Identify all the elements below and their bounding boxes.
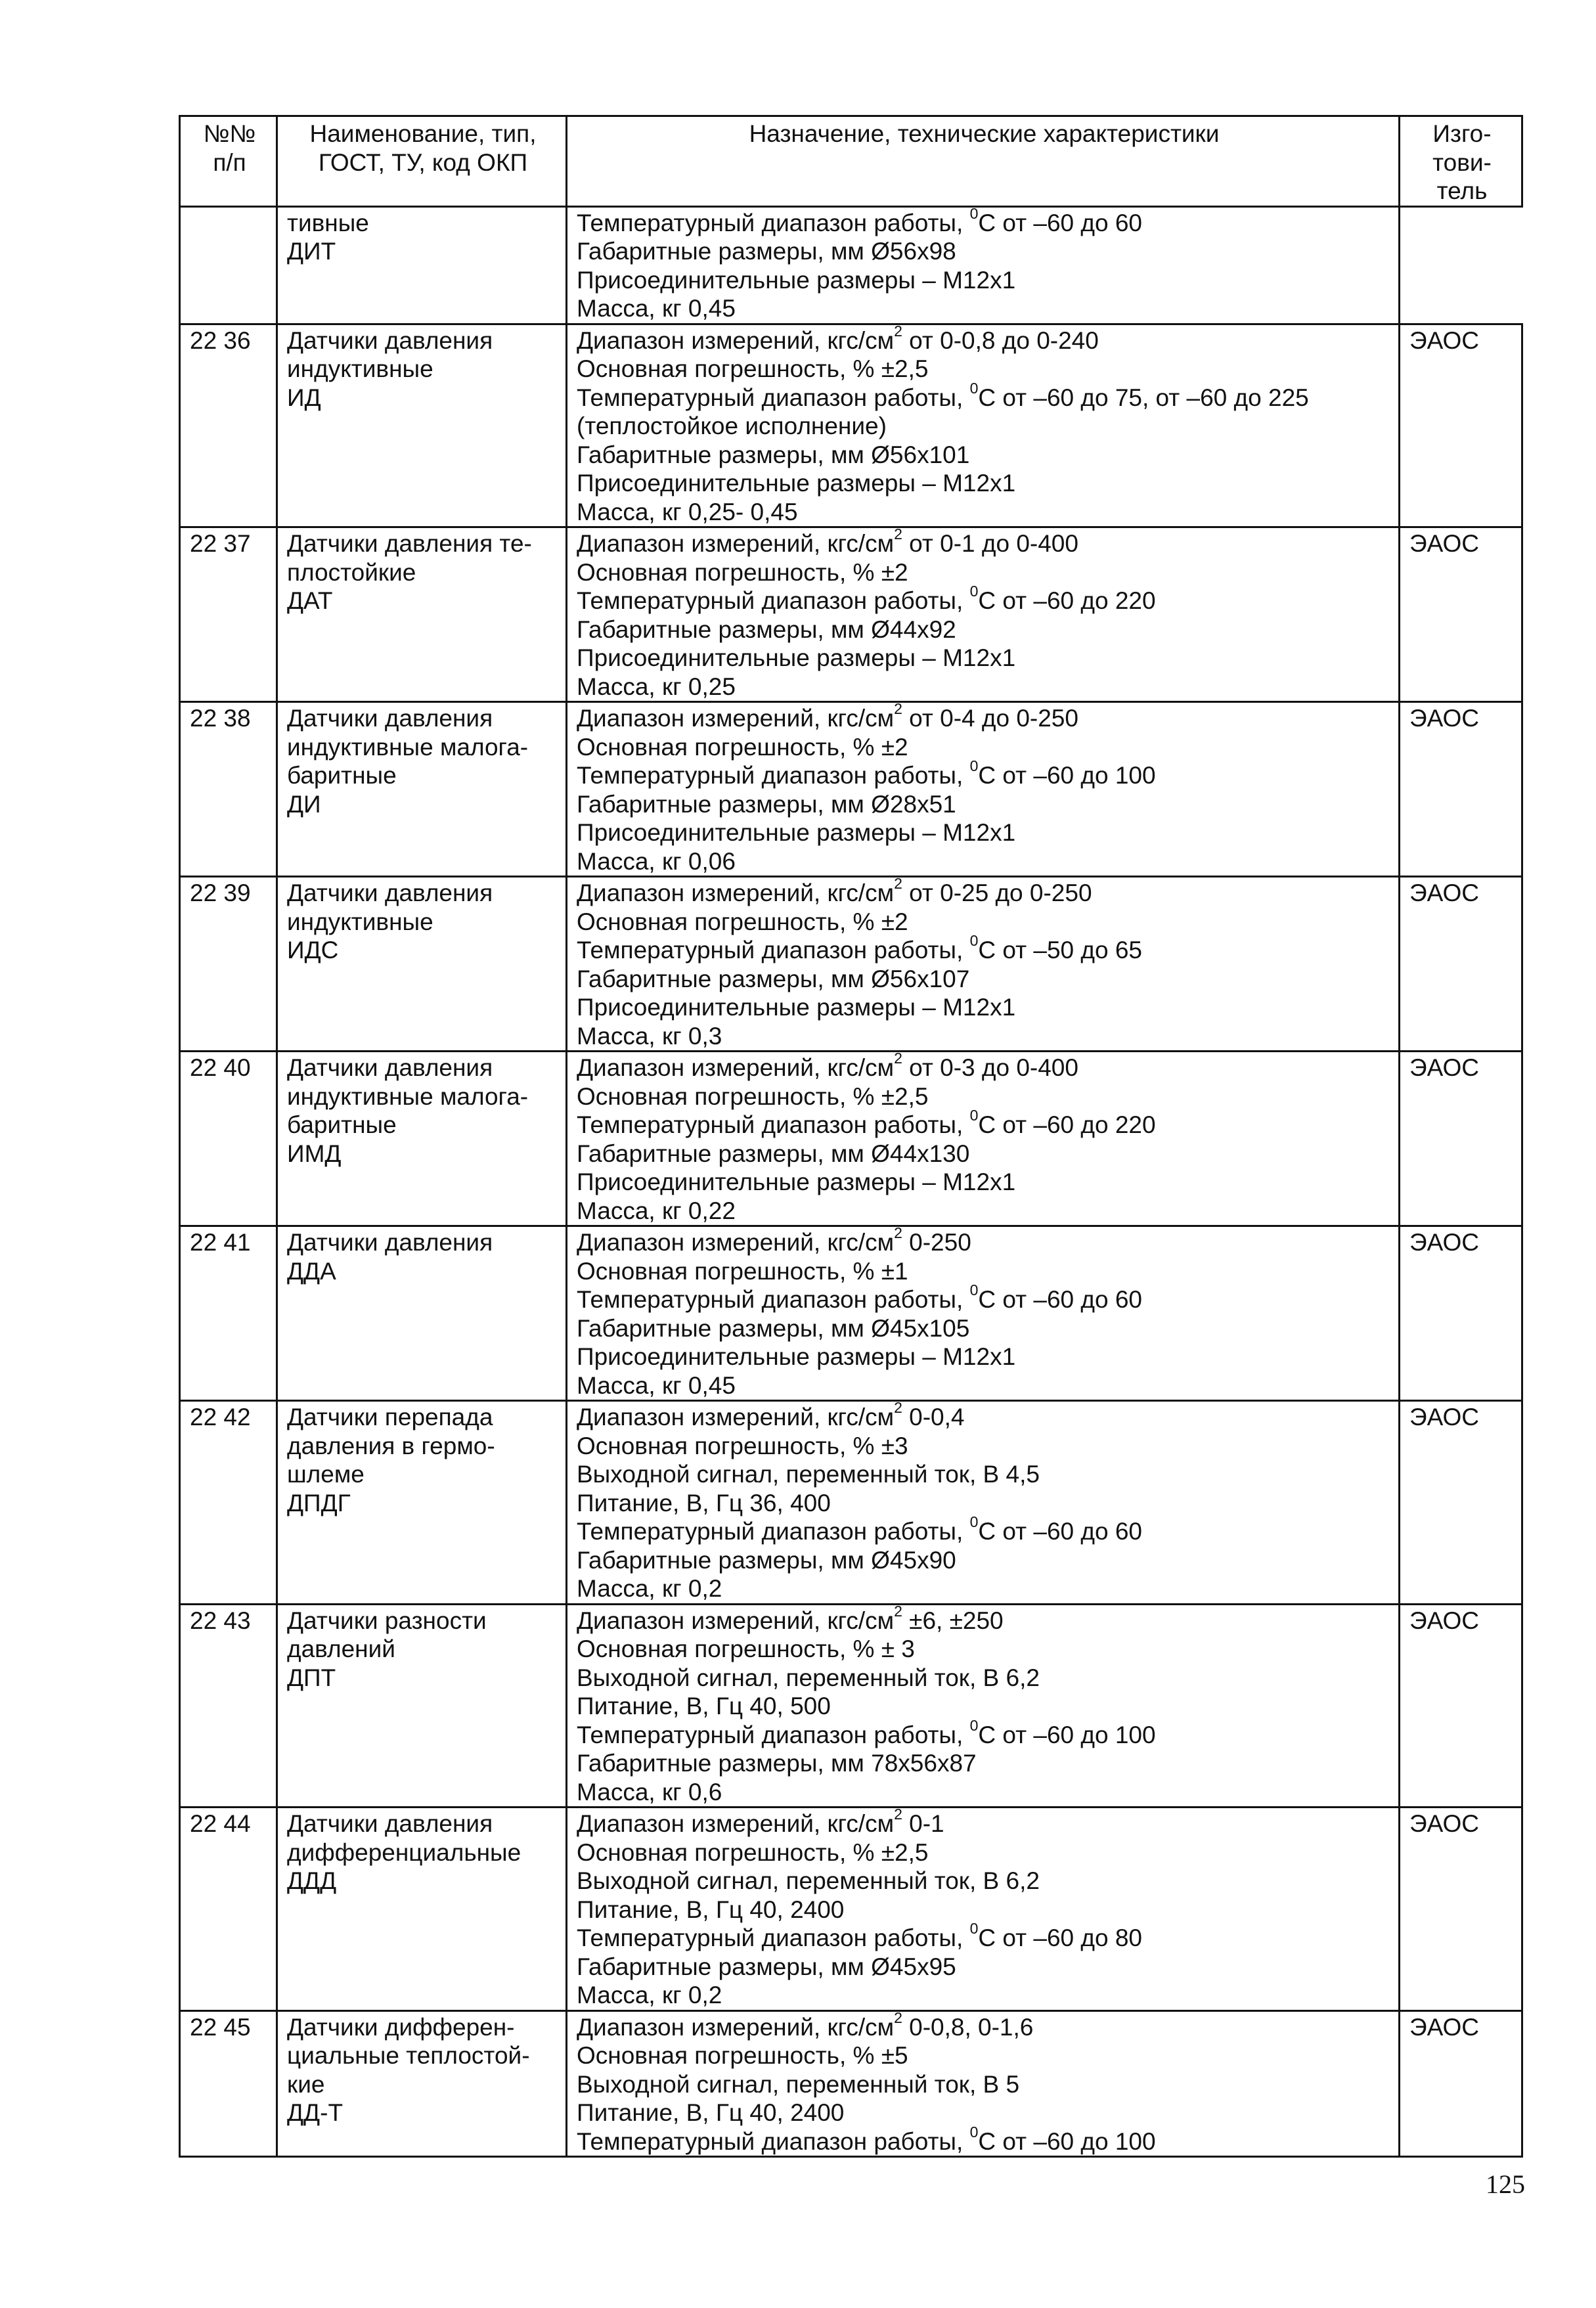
spec-text: Диапазон измерений, кгс/см	[577, 530, 895, 557]
spec-text: Основная погрешность, % ± 3	[577, 1635, 915, 1662]
spec-text: Основная погрешность, % ±2,5	[577, 1082, 929, 1110]
spec-line	[577, 1399, 1392, 1432]
name-line: ИДС	[287, 937, 339, 964]
spec-line	[577, 204, 1392, 238]
name-line: Датчики разности	[287, 1607, 487, 1634]
spec-text: Габаритные размеры, мм Ø28x51	[577, 790, 956, 818]
spec-text: Диапазон измерений, кгс/см	[577, 1404, 895, 1431]
name-line: ДДА	[287, 1257, 336, 1285]
table-row	[180, 1052, 1522, 1226]
name-line: плостойкие	[287, 558, 416, 586]
spec-text: Основная погрешность, % ±2	[577, 908, 908, 935]
name-line: Датчики давления	[287, 1810, 493, 1837]
name-line: индуктивные	[287, 355, 433, 382]
spec-line	[577, 469, 1392, 498]
header-maker: Изго- тови- тель	[1400, 116, 1522, 207]
spec-text: Основная погрешность, % ±5	[577, 2042, 908, 2069]
spec-text: Габаритные размеры, мм Ø56x107	[577, 965, 970, 992]
spec-text: Основная погрешность, % ±1	[577, 1257, 908, 1285]
row-spec	[567, 2010, 1400, 2157]
superscript: 2	[894, 2008, 902, 2026]
name-line: индуктивные малога-	[287, 1082, 529, 1110]
spec-text: Диапазон измерений, кгс/см	[577, 2013, 895, 2041]
spec-text: Диапазон измерений, кгс/см	[577, 1229, 895, 1256]
spec-line	[577, 1314, 1392, 1343]
header-number: №№ п/п	[180, 116, 277, 207]
row-maker: ЭАОС	[1400, 1052, 1522, 1226]
spec-text: Масса, кг 0,06	[577, 847, 736, 875]
spec-line	[577, 1281, 1392, 1314]
spec-text: Выходной сигнал, переменный ток, В 6,2	[577, 1867, 1040, 1894]
superscript: 0	[969, 932, 979, 949]
spec-text: Температурный диапазон работы,	[577, 1721, 970, 1748]
spec-line	[577, 1460, 1392, 1489]
spec-text: Присоединительные размеры – М12х1	[577, 470, 1016, 497]
spec-text: Питание, В, Гц 40, 2400	[577, 1896, 845, 1923]
row-name	[277, 1604, 567, 1808]
spec-line	[577, 875, 1392, 908]
spec-text: (теплостойкое исполнение)	[577, 412, 887, 439]
spec-line	[577, 1716, 1392, 1750]
spec-line	[577, 1574, 1392, 1603]
spec-text: Питание, В, Гц 40, 500	[577, 1693, 831, 1720]
superscript: 2	[894, 875, 902, 892]
name-line: Датчики давления	[287, 1229, 493, 1256]
name-line: шлеме	[287, 1461, 365, 1488]
spec-line	[577, 1489, 1392, 1518]
spec-text: Диапазон измерений, кгс/см	[577, 705, 895, 732]
spec-text: Температурный диапазон работы,	[577, 937, 970, 964]
spec-text: Присоединительные размеры – М12х1	[577, 1168, 1016, 1195]
spec-text: от 0-1 до 0-400	[902, 530, 1078, 557]
superscript: 2	[894, 1806, 902, 1823]
row-number: 22 41	[180, 1226, 277, 1401]
spec-text: С от –60 до 60	[978, 209, 1142, 236]
table-row	[180, 1226, 1522, 1401]
table-body	[180, 206, 1522, 2157]
spec-text: 0-250	[902, 1229, 971, 1256]
spec-line	[577, 1664, 1392, 1693]
spec-line	[577, 294, 1392, 323]
spec-line	[577, 1513, 1392, 1546]
name-line: ДДД	[287, 1867, 337, 1894]
spec-text: Диапазон измерений, кгс/см	[577, 1054, 895, 1081]
row-spec	[567, 1226, 1400, 1401]
spec-text: 0-0,8, 0-1,6	[902, 2013, 1034, 2041]
spec-line	[577, 1140, 1392, 1168]
superscript: 2	[894, 1399, 902, 1416]
spec-line	[577, 1749, 1392, 1778]
spec-line	[577, 2008, 1392, 2042]
spec-line	[577, 1635, 1392, 1664]
table-row	[180, 1808, 1522, 2011]
spec-line	[577, 1692, 1392, 1721]
row-number: 22 43	[180, 1604, 277, 1808]
spec-text: С от –60 до 60	[978, 1286, 1142, 1313]
spec-text: Масса, кг 0,6	[577, 1778, 722, 1806]
row-maker: ЭАОС	[1400, 527, 1522, 702]
row-maker: ЭАОС	[1400, 1401, 1522, 1605]
spec-text: С от –60 до 220	[978, 1111, 1156, 1138]
spec-text: Основная погрешность, % ±3	[577, 1432, 908, 1459]
spec-text: от 0-0,8 до 0-240	[902, 326, 1099, 354]
name-line: ДД-Т	[287, 2099, 344, 2126]
spec-line	[577, 2041, 1392, 2070]
spec-line	[577, 2123, 1392, 2156]
spec-line	[577, 1806, 1392, 1838]
name-line: Датчики давления те-	[287, 530, 532, 557]
row-name	[277, 324, 567, 527]
spec-line	[577, 1224, 1392, 1257]
spec-text: 0-0,4	[902, 1404, 965, 1431]
name-line: давления в гермо-	[287, 1432, 495, 1459]
spec-text: Температурный диапазон работы,	[577, 1286, 970, 1313]
spec-text: Основная погрешность, % ±2,5	[577, 355, 929, 382]
superscript: 0	[969, 757, 979, 774]
spec-line	[577, 1981, 1392, 2010]
spec-text: С от –60 до 100	[978, 1721, 1156, 1748]
spec-text: Масса, кг 0,45	[577, 295, 736, 322]
spec-text: Температурный диапазон работы,	[577, 384, 970, 411]
name-line: баритные	[287, 1111, 397, 1138]
spec-text: С от –60 до 60	[978, 1518, 1142, 1545]
spec-text: Температурный диапазон работы,	[577, 2127, 970, 2155]
table-row	[180, 527, 1522, 702]
spec-line	[577, 355, 1392, 384]
superscript: 2	[894, 1602, 902, 1620]
spec-text: Питание, В, Гц 36, 400	[577, 1489, 831, 1517]
spec-text: Габаритные размеры, мм Ø45x105	[577, 1314, 970, 1342]
spec-text: С от –60 до 80	[978, 1924, 1142, 1951]
spec-line	[577, 965, 1392, 994]
name-line: ИМД	[287, 1140, 342, 1167]
spec-text: С от –60 до 220	[978, 587, 1156, 614]
spec-line	[577, 1953, 1392, 1982]
superscript: 0	[969, 1716, 979, 1734]
spec-text: Масса, кг 0,22	[577, 1197, 736, 1224]
table-row	[180, 1401, 1522, 1605]
spec-line	[577, 1343, 1392, 1371]
name-line: ДПДГ	[287, 1489, 351, 1517]
superscript: 0	[969, 1281, 979, 1298]
name-line: Датчики давления	[287, 879, 493, 906]
row-number	[180, 206, 277, 324]
spec-text: Диапазон измерений, кгс/см	[577, 1810, 895, 1837]
row-number: 22 39	[180, 877, 277, 1052]
name-line: Датчики перепада	[287, 1404, 493, 1431]
name-line: Датчики дифферен-	[287, 2013, 515, 2041]
row-number: 22 40	[180, 1052, 277, 1226]
row-spec	[567, 527, 1400, 702]
name-line: циальные теплостой-	[287, 2042, 530, 2069]
superscript: 0	[969, 583, 979, 600]
table-row-continued	[180, 206, 1522, 324]
spec-text: Температурный диапазон работы,	[577, 1518, 970, 1545]
row-name	[277, 527, 567, 702]
row-name	[277, 1401, 567, 1605]
spec-line	[577, 1082, 1392, 1111]
spec-line	[577, 1197, 1392, 1226]
row-name	[277, 2010, 567, 2157]
spec-text: Выходной сигнал, переменный ток, В 6,2	[577, 1664, 1040, 1691]
row-number: 22 38	[180, 702, 277, 877]
spec-text: Масса, кг 0,2	[577, 1575, 722, 1602]
spec-text: Масса, кг 0,25- 0,45	[577, 498, 798, 525]
name-line: ДАТ	[287, 587, 333, 614]
row-maker: ЭАОС	[1400, 324, 1522, 527]
spec-text: Присоединительные размеры – М12х1	[577, 994, 1016, 1021]
spec-line	[577, 1867, 1392, 1896]
spec-text: Температурный диапазон работы,	[577, 1111, 970, 1138]
row-name	[277, 1052, 567, 1226]
row-spec	[567, 324, 1400, 527]
superscript: 2	[894, 700, 902, 717]
name-line: Датчики давления	[287, 1054, 493, 1081]
name-line: ДПТ	[287, 1664, 336, 1691]
spec-text: Присоединительные размеры – М12х1	[577, 1343, 1016, 1370]
superscript: 0	[969, 379, 979, 397]
row-maker: ЭАОС	[1400, 877, 1522, 1052]
spec-text: 0-1	[902, 1810, 944, 1837]
row-spec	[567, 1808, 1400, 2011]
row-name	[277, 702, 567, 877]
spec-text: С от –60 до 75, от –60 до 225	[978, 384, 1309, 411]
spec-text: Габаритные размеры, мм Ø56x98	[577, 238, 956, 265]
spec-line	[577, 525, 1392, 558]
spec-text: Диапазон измерений, кгс/см	[577, 326, 895, 354]
spec-text: от 0-25 до 0-250	[902, 879, 1092, 906]
spec-line	[577, 1920, 1392, 1953]
spec-line	[577, 673, 1392, 701]
spec-text: Габаритные размеры, мм 78x56x87	[577, 1750, 977, 1777]
spec-text: Габаритные размеры, мм Ø45x95	[577, 1953, 956, 1980]
row-number: 22 37	[180, 527, 277, 702]
spec-line	[577, 266, 1392, 295]
superscript: 0	[969, 1107, 979, 1124]
spec-text: Питание, В, Гц 40, 2400	[577, 2099, 845, 2126]
row-spec	[567, 1604, 1400, 1808]
spec-text: Температурный диапазон работы,	[577, 762, 970, 789]
name-line: ДИ	[287, 790, 321, 818]
spec-text: Габаритные размеры, мм Ø45x90	[577, 1546, 956, 1574]
page-number: 125	[1486, 2169, 1525, 2199]
table-row	[180, 2010, 1522, 2157]
table-row	[180, 324, 1522, 527]
spec-text: от 0-3 до 0-400	[902, 1054, 1078, 1081]
row-number: 22 36	[180, 324, 277, 527]
spec-text: Масса, кг 0,2	[577, 1982, 722, 2008]
superscript: 2	[894, 322, 902, 340]
name-line: давлений	[287, 1635, 395, 1662]
header-purpose: Назначение, технические характеристики	[567, 116, 1400, 207]
spec-line	[577, 1168, 1392, 1197]
spec-text: Присоединительные размеры – М12х1	[577, 819, 1016, 846]
header-name: Наименование, тип, ГОСТ, ТУ, код ОКП	[277, 116, 567, 207]
name-line: кие	[287, 2070, 325, 2098]
spec-text: Выходной сигнал, переменный ток, В 5	[577, 2070, 1020, 2098]
spec-text: Присоединительные размеры – М12х1	[577, 644, 1016, 671]
spec-line	[577, 558, 1392, 587]
spec-text: Масса, кг 0,25	[577, 673, 736, 700]
spec-line	[577, 322, 1392, 355]
spec-line	[577, 1107, 1392, 1140]
spec-line	[577, 412, 1392, 441]
table-header-row	[180, 116, 1522, 207]
row-name	[277, 206, 567, 324]
row-name	[277, 877, 567, 1052]
name-line: баритные	[287, 762, 397, 789]
name-line: тивные	[287, 209, 369, 236]
spec-line	[577, 2070, 1392, 2099]
name-line: ДИТ	[287, 238, 336, 265]
row-number: 22 45	[180, 2010, 277, 2157]
spec-line	[577, 1896, 1392, 1924]
row-spec	[567, 206, 1400, 324]
spec-text: С от –60 до 100	[978, 2127, 1156, 2155]
spec-line	[577, 1546, 1392, 1575]
spec-text: Габаритные размеры, мм Ø44x92	[577, 615, 956, 643]
spec-line	[577, 1022, 1392, 1051]
spec-line	[577, 757, 1392, 790]
spec-text: С от –50 до 65	[978, 937, 1142, 964]
row-spec	[567, 702, 1400, 877]
spec-line	[577, 1257, 1392, 1286]
row-name	[277, 1226, 567, 1401]
spec-line	[577, 932, 1392, 965]
name-line: ИД	[287, 384, 321, 411]
spec-line	[577, 1432, 1392, 1461]
spec-line	[577, 790, 1392, 819]
spec-text: от 0-4 до 0-250	[902, 705, 1078, 732]
spec-line	[577, 847, 1392, 876]
superscript: 0	[969, 1513, 979, 1530]
spec-text: Присоединительные размеры – М12х1	[577, 266, 1016, 294]
spec-line	[577, 379, 1392, 412]
spec-line	[577, 1050, 1392, 1082]
spec-line	[577, 1371, 1392, 1400]
spec-line	[577, 818, 1392, 847]
spec-text: Габаритные размеры, мм Ø44x130	[577, 1140, 970, 1167]
superscript: 2	[894, 525, 902, 543]
spec-line	[577, 441, 1392, 470]
spec-line	[577, 583, 1392, 615]
row-maker: ЭАОС	[1400, 2010, 1522, 2157]
row-number: 22 42	[180, 1401, 277, 1605]
spec-text: Масса, кг 0,45	[577, 1371, 736, 1399]
table-row	[180, 877, 1522, 1052]
spec-text: Температурный диапазон работы,	[577, 1924, 970, 1951]
spec-line	[577, 700, 1392, 733]
spec-text: Выходной сигнал, переменный ток, В 4,5	[577, 1461, 1040, 1488]
spec-line	[577, 644, 1392, 673]
spec-text: Температурный диапазон работы,	[577, 587, 970, 614]
name-line: Датчики давления	[287, 705, 493, 732]
superscript: 0	[969, 2123, 979, 2141]
row-maker: ЭАОС	[1400, 1604, 1522, 1808]
row-spec	[567, 1401, 1400, 1605]
spec-line	[577, 498, 1392, 527]
spec-text: ±6, ±250	[902, 1607, 1004, 1634]
spec-text: Основная погрешность, % ±2	[577, 733, 908, 761]
spec-text: Основная погрешность, % ±2,5	[577, 1838, 929, 1866]
spec-line	[577, 2098, 1392, 2127]
spec-text: С от –60 до 100	[978, 762, 1156, 789]
spec-line	[577, 733, 1392, 762]
spec-text: Масса, кг 0,3	[577, 1022, 722, 1050]
spec-line	[577, 1838, 1392, 1867]
superscript: 0	[969, 204, 979, 222]
name-line: дифференциальные	[287, 1838, 521, 1866]
name-line: индуктивные	[287, 908, 433, 935]
table-row	[180, 1604, 1522, 1808]
row-maker: ЭАОС	[1400, 1226, 1522, 1401]
spec-text: Температурный диапазон работы,	[577, 209, 970, 236]
specification-table	[179, 115, 1523, 2158]
spec-line	[577, 908, 1392, 937]
row-spec	[567, 877, 1400, 1052]
superscript: 0	[969, 1920, 979, 1937]
row-maker: ЭАОС	[1400, 702, 1522, 877]
superscript: 2	[894, 1224, 902, 1241]
spec-line	[577, 993, 1392, 1022]
row-maker: ЭАОС	[1400, 1808, 1522, 2011]
spec-text: Диапазон измерений, кгс/см	[577, 1607, 895, 1634]
name-line: индуктивные малога-	[287, 733, 529, 761]
spec-line	[577, 237, 1392, 266]
spec-line	[577, 615, 1392, 644]
row-name	[277, 1808, 567, 2011]
spec-text: Диапазон измерений, кгс/см	[577, 879, 895, 906]
name-line: Датчики давления	[287, 326, 493, 354]
row-number: 22 44	[180, 1808, 277, 2011]
row-spec	[567, 1052, 1400, 1226]
spec-text: Основная погрешность, % ±2	[577, 558, 908, 586]
spec-line	[577, 1602, 1392, 1635]
superscript: 2	[894, 1050, 902, 1067]
spec-line	[577, 1778, 1392, 1807]
spec-text: Габаритные размеры, мм Ø56x101	[577, 441, 970, 468]
table-row	[180, 702, 1522, 877]
